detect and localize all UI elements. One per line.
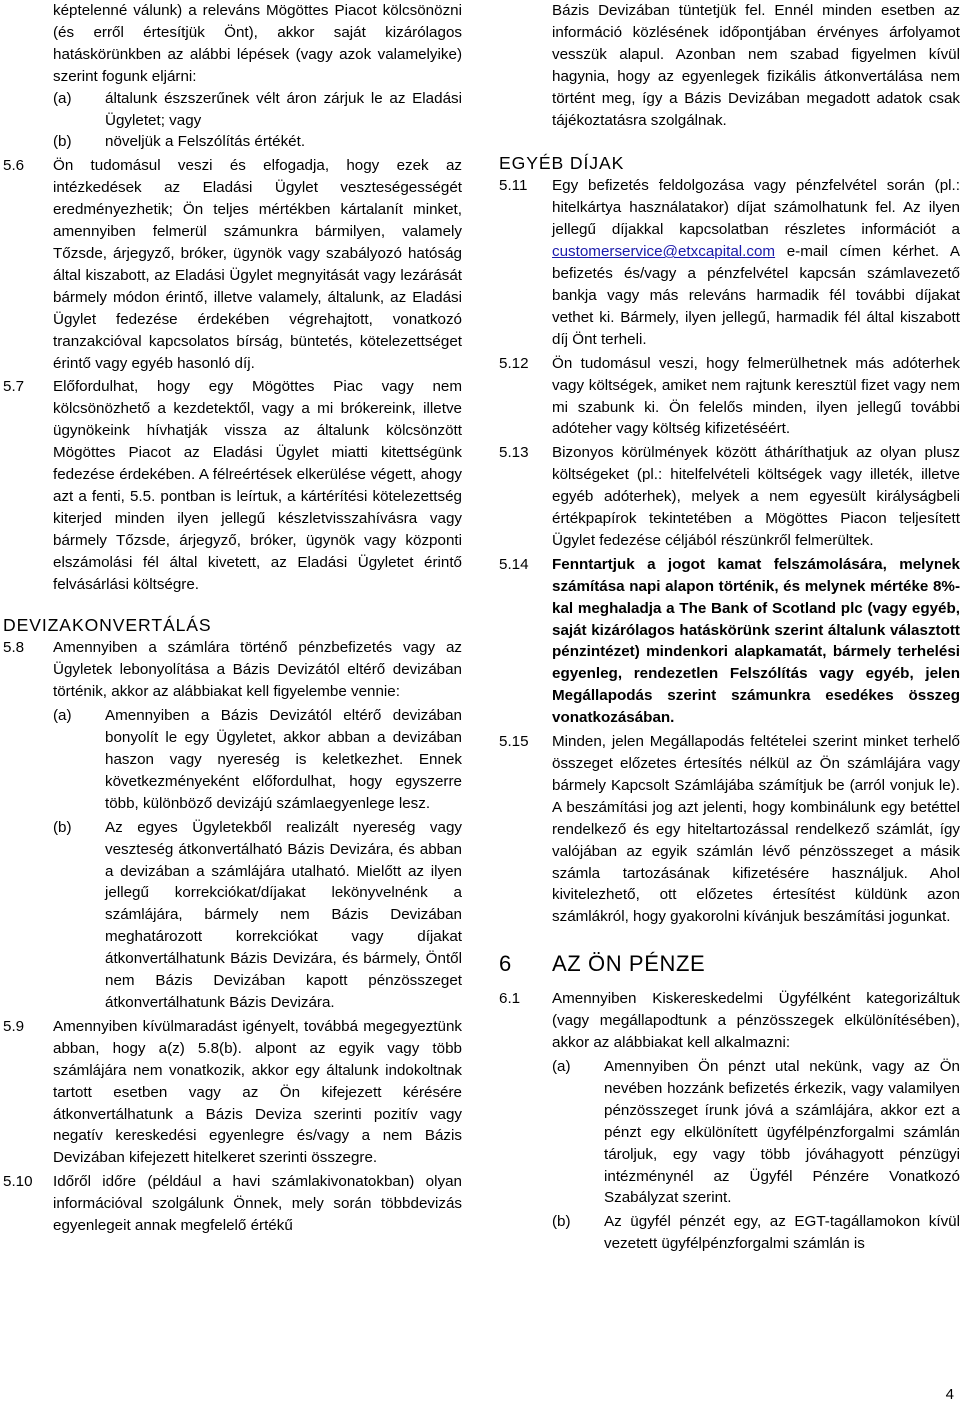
section-title: AZ ÖN PÉNZE [552, 951, 706, 977]
clause-6-1 [499, 988, 960, 1054]
clause-5-4-b [53, 131, 462, 153]
clause-5-8-a [53, 705, 462, 815]
clause-number: 5.15 [499, 733, 529, 751]
clause-text: Ön tudomásul veszi, hogy felmerülhetnek más adóterhek vagy költségek, amiket nem rajtunk keresztül fizet vagy nem mi szabunk ki. Ön felelős minden, ilyen jellegű további adóteher vagy költség kifizetéséért. [552, 354, 960, 438]
sub-text: általunk észszerűnek vélt áron zárjuk le az Eladási Ügyletet; vagy [105, 89, 462, 129]
clause-text: Bizonyos körülmények között átháríthatjuk az olyan plusz költségeket (pl.: hitelfelvételi költségek vagy illeték, illetve egyéb adóterhek), melyek a nem egyesült királyságbeli értékpapírok tekintetében a Mögöttes Piacon teljesített Ügylet fedezése céljából részünkről felmerültek. [552, 444, 960, 549]
clause-5-4-a [53, 88, 462, 132]
clause-number: 5.14 [499, 555, 529, 573]
clause-5-7 [3, 376, 462, 595]
clause-5-9 [3, 1016, 462, 1169]
clause-text: Ön tudomásul veszi és elfogadja, hogy ezek az intézkedések az Eladási Ügylet veszteségességét eredményezhetik; Ön teljes mértékben kártalanít minket, amennyiben felmerül számunkra bármilyen, valamely Tőzsde, árjegyző, bróker, ügynök vagy szabályozó hatóság által kiszabott, az Eladási Ügylet megnyitását vagy lezárását bármely módon érintő, illetve valamely, általunk, az Eladási Ügylet fedezése érdekében végrehajtott, vonatkozó tranzakcióval kapcsolatos bírság, büntetés, kötelezettséget érintő vagy egyéb hasonló díj. [53, 157, 462, 372]
clause-number: 5.9 [3, 1017, 25, 1035]
clause-number: 5.10 [3, 1173, 33, 1191]
clause-text: Fenntartjuk a jogot kamat felszámolására, melynek számítása napi alapon történik, és melynek mértéke 8%-kal meghaladja a The Bank of Scotland plc (vagy egyéb, saját kizárólagos hatáskörünk szerint általunk választott pénzintézet) mindenkori alapkamatát, bármely terhelési egyenleg, rendezetlen Felszólítás vagy egyéb, jelen Megállapodás szerint számunkra esedékes összeg vonatkozásában. [552, 555, 960, 727]
clause-text-pre: Egy befizetés feldolgozása vagy pénzfelvétel során (pl.: hitelkártya használatakor) díjat számolhatunk fel. Az ilyen jellegű díjakkal kapcsolatban részletes információt a [552, 177, 960, 239]
clause-5-8 [3, 637, 462, 703]
sub-label: (b) [53, 133, 72, 151]
section-number: 6 [499, 951, 512, 977]
left-column [3, 0, 462, 1237]
sub-text: növeljük a Felszólítás értékét. [105, 133, 306, 151]
clause-text [552, 175, 960, 350]
clause-6-1-b [552, 1211, 960, 1255]
section-heading-egyeb-dijak: EGYÉB DÍJAK [499, 153, 625, 174]
sub-label: (a) [53, 707, 72, 725]
section-heading-devizakonvertalas: DEVIZAKONVERTÁLÁS [3, 615, 212, 636]
clause-6-1-a [552, 1056, 960, 1209]
clause-5-12 [499, 353, 960, 441]
clause-number: 5.13 [499, 444, 529, 462]
clause-number: 5.6 [3, 157, 25, 175]
sub-label: (b) [53, 818, 72, 836]
sub-text: Az egyes Ügyletekből realizált nyereség vagy veszteség átkonvertálható Bázis Devizára, és abban a devizában a számlájára utalható. Mielőtt az ilyen jellegű korrekciókat/díjakat lekönyvelnénk a számlájára, bármely nem Bázis Devizában meghatározott korrekciókat vagy díjakat átkonvertálhatunk Bázis Devizára, és bármely, Öntől nem Bázis Devizában kapott pénzösszeget átkonvertálhatunk Bázis Devizára. [105, 818, 462, 1011]
clause-5-11 [499, 175, 960, 350]
right-column [499, 0, 960, 1255]
clause-5-13 [499, 442, 960, 552]
page-number: 4 [945, 1386, 954, 1403]
clause-text: Amennyiben Kiskereskedelmi Ügyfélként kategorizáltuk (vagy megállapodtunk a pénzösszegek elkülönítésében), akkor az alábbiakat kell alkalmazni: [552, 990, 960, 1052]
clause-text: Előfordulhat, hogy egy Mögöttes Piac vagy nem kölcsönözhető a kezdetektől, vagy a mi brókereink, illetve ügynökeink hívhatják vissza az általunk kölcsönzött Mögöttes Piacot az Eladási Ügylet miatti kitettségünk fedezése érdekében. A félreértések elkerülése végett, ahogy azt a fenti, 5.5. pontban is leírtuk, a kártérítési kötelezettség kiterjed minden ilyen jellegű készletvisszahívásra vagy bármely Tőzsde, árjegyző, bróker, ügynök vagy központi elszámolási fél által kivetett, az Eladási Ügyletet érintő felvásárlási költségre. [53, 378, 462, 593]
clause-5-6 [3, 155, 462, 374]
clause-5-8-b [53, 817, 462, 1014]
clause-number: 6.1 [499, 990, 521, 1008]
clause-number: 5.11 [499, 177, 528, 195]
sub-label: (a) [552, 1057, 571, 1075]
customer-service-email-link[interactable]: customerservice@etxcapital.com [552, 243, 776, 261]
clause-5-10-continuation: Bázis Devizában tüntetjük fel. Ennél minden esetben az információ közlésének időpontjában érvényes árfolyamot vesszük alapul. Azonban nem szabad figyelmen kívül hagynia, hogy az egyenlegek fizikális átkonvertálása nem történt meg, így a Bázis Devizában megadott adatok csak tájékoztatásra szolgálnak. [552, 2, 960, 129]
clause-text: Minden, jelen Megállapodás feltételei szerint minket terhelő összeget előzetes értesítés nélkül az Ön számlájára vagy bármely Kapcsolt Számlájába számítjuk be (arról vonjuk le). A beszámítási jog azt jelenti, hogy kombinálunk egy betéttel rendelkező és egy hiteltartozással rendelkező számlát, így valójában az egyik számlán lévő pénzösszeget a másik számla tartozásának kifizetésére használjuk. Ahol kivitelezhető, ott előzetes értesítést küldünk azon számlákról, hogy gyakorolni kívánjuk beszámítási jogunkat. [552, 733, 960, 926]
clause-text: Időről időre (például a havi számlakivonatokban) olyan információval szolgálunk Önnek, mely során többdevizás egyenlegeit annak megfelelő értékű [53, 1173, 462, 1235]
clause-5-4-continuation: képtelenné válunk) a releváns Mögöttes Piacot kölcsönözni (és erről értesítjük Önt), akkor saját kizárólagos hatáskörünkben az alábbi lépések (vagy azok valamelyike) szerint fogunk eljárni: [53, 2, 462, 85]
sub-label: (a) [53, 89, 72, 107]
clause-number: 5.8 [3, 639, 25, 657]
sub-text: Az ügyfél pénzét egy, az EGT-tagállamokon kívül vezetett ügyfélpénzforgalmi számlán is [604, 1213, 960, 1253]
clause-text: Amennyiben a számlára történő pénzbefizetés vagy az Ügyletek lebonyolítása a Bázis Devizától eltérő devizában történik, akkor az alábbiakat kell figyelembe vennie: [53, 639, 462, 701]
clause-text: Amennyiben kívülmaradást igényelt, továbbá megegyeztünk abban, hogy a(z) 5.8(b). alpont az egyik vagy több számlájára nem vonatkozik, akkor egy általunk indokoltnak tartott esetben vagy az Ön kifejezett kérésére átkonvertálhatunk a Bázis Deviza szerinti pozitív vagy negatív kereskedési egyenlegre és/vagy a nem Bázis Devizában kifejezett hitelkeret szerinti összegre. [53, 1017, 462, 1167]
clause-5-10 [3, 1171, 462, 1237]
clause-text-post: e-mail címen kérhet. A befizetés és/vagy a pénzfelvétel kapcsán számlavezető bankja vagy más releváns harmadik fél további díjakat vethet ki. Bármely, ilyen jellegű, harmadik fél által kiszabott díj Önt terheli. [552, 243, 960, 348]
sub-label: (b) [552, 1213, 571, 1231]
clause-number: 5.7 [3, 378, 25, 396]
sub-text: Amennyiben Ön pénzt utal nekünk, vagy az Ön nevében hozzánk befizetés érkezik, vagy valamilyen pénzösszeget írunk jóvá a számlájára, akkor ezt a pénzt egy elkülönített ügyfélpénzforgalmi számlán tároljuk, egy vagy több jóváhagyott pénzügyi intézménynél az Ügyfél Pénzére Vonatkozó Szabályzat szerint. [604, 1057, 960, 1207]
clause-number: 5.12 [499, 354, 529, 372]
sub-text: Amennyiben a Bázis Devizától eltérő devizában bonyolít le egy Ügyletet, akkor abban a devizában haszon vagy nyereség is keletkezhet. Ennek következményeként előfordulhat, hogy egyszerre több, különböző devizájú számlaegyenlege lesz. [105, 707, 462, 812]
section-heading-6 [499, 950, 960, 978]
clause-5-14 [499, 554, 960, 729]
clause-5-15 [499, 731, 960, 928]
